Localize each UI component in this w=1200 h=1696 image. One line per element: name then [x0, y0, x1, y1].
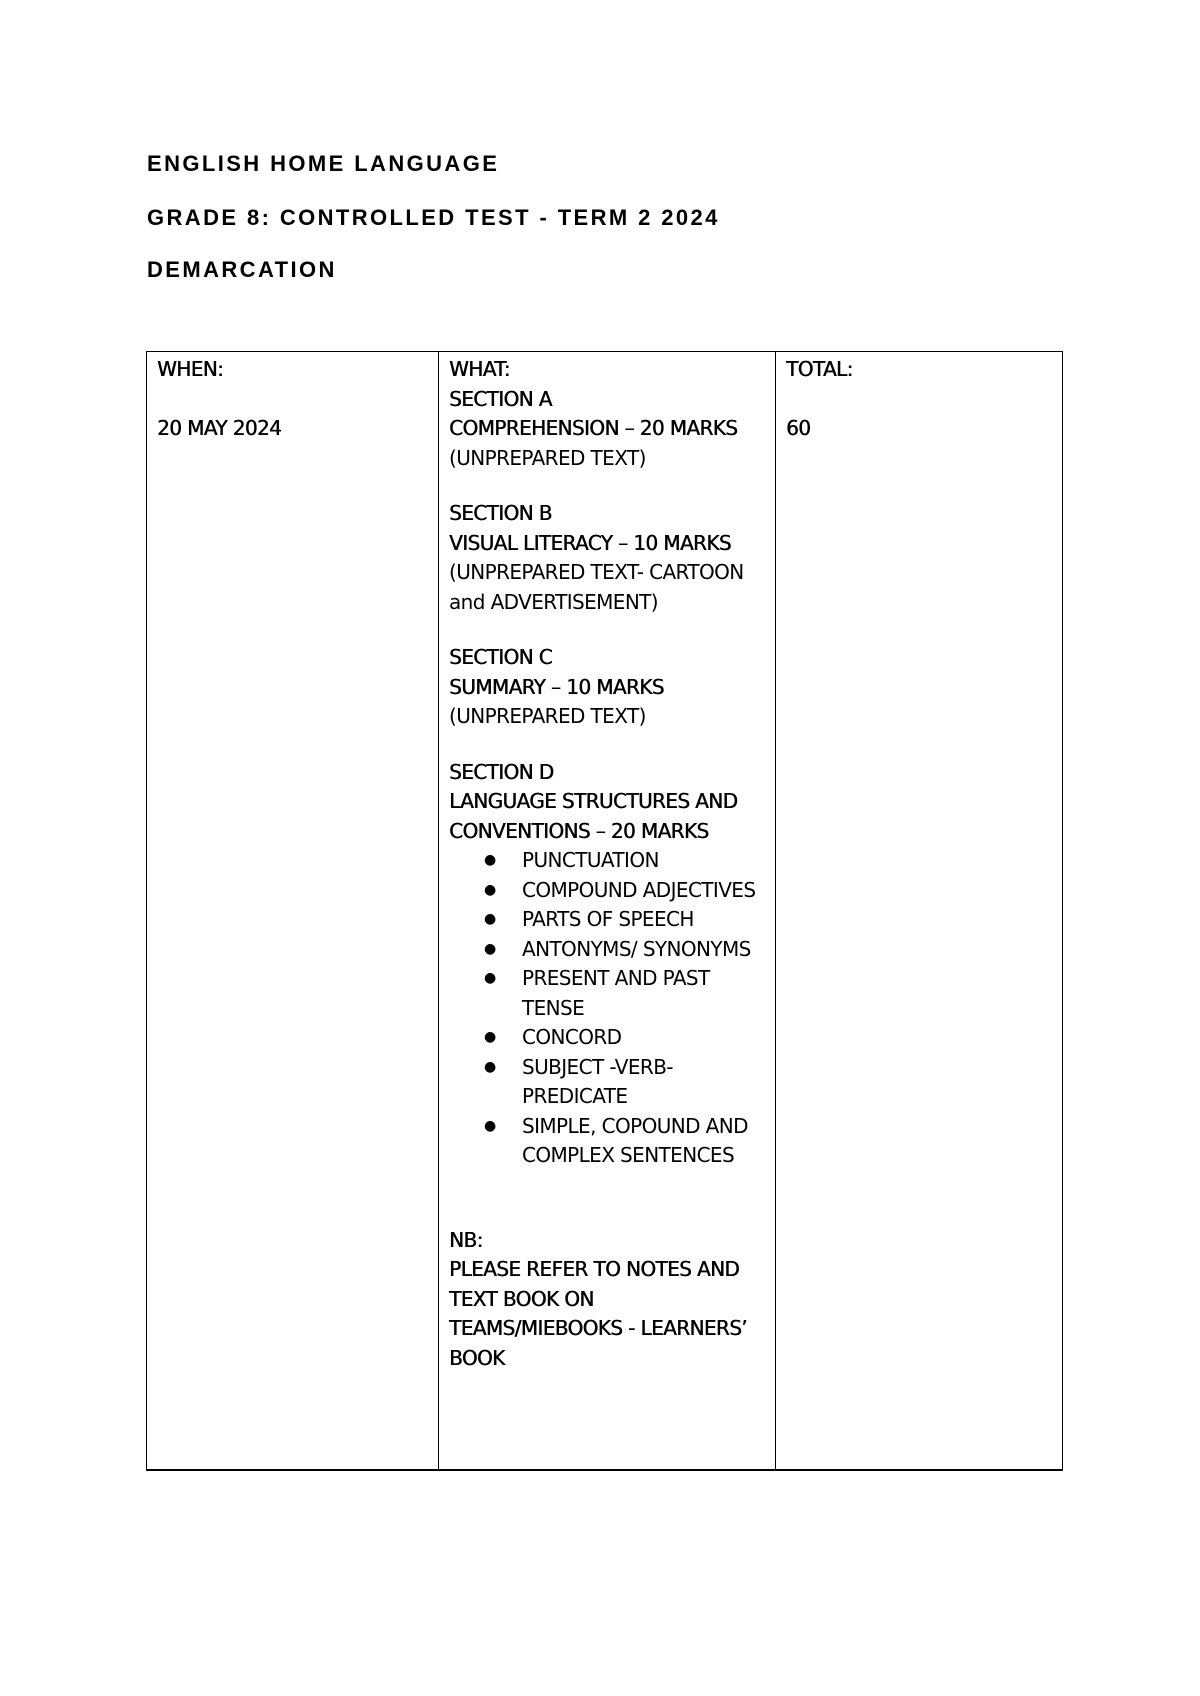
test-heading: GRADE 8: CONTROLLED TEST - TERM 2 2024	[147, 205, 720, 230]
nb-text: PLEASE REFER TO NOTES AND TEXT BOOK ON TEAMS/MIEBOOKS - LEARNERS’ BOOK	[449, 1257, 747, 1370]
list-item: ● PARTS OF SPEECH	[522, 905, 765, 935]
subject-heading: ENGLISH HOME LANGUAGE	[147, 151, 500, 176]
section-a	[449, 385, 765, 474]
section-d-title: SECTION D	[449, 759, 554, 784]
list-item: ● PUNCTUATION	[522, 846, 765, 876]
list-item: ● SUBJECT -VERB-PREDICATE	[522, 1053, 765, 1112]
list-item: ● ANTONYMS/ SYNONYMS	[522, 935, 765, 965]
section-d	[449, 758, 765, 1171]
section-b-note: (UNPREPARED TEXT- CARTOON and ADVERTISEMENT)	[449, 560, 744, 614]
section-a-name: COMPREHENSION – 20 MARKS	[449, 416, 738, 440]
section-b	[449, 499, 765, 617]
what-cell	[439, 352, 776, 1471]
section-c	[449, 643, 765, 732]
list-item: ● CONCORD	[522, 1023, 765, 1053]
list-item: ● PRESENT AND PAST TENSE	[522, 964, 765, 1023]
nb-note	[449, 1226, 765, 1374]
list-item: ● SIMPLE, COPOUND AND COMPLEX SENTENCES	[522, 1112, 765, 1171]
section-a-title: SECTION A	[449, 386, 552, 411]
demarcation-heading: DEMARCATION	[147, 257, 337, 282]
table-row	[147, 352, 1063, 1471]
list-item: ● COMPOUND ADJECTIVES	[522, 876, 765, 906]
total-cell	[776, 352, 1063, 1471]
total-marks: 60	[786, 415, 811, 440]
nb-label: NB:	[449, 1227, 483, 1252]
section-c-note: (UNPREPARED TEXT)	[449, 704, 646, 728]
section-c-title: SECTION C	[449, 645, 553, 669]
what-label: WHAT:	[449, 357, 510, 381]
section-d-name: LANGUAGE STRUCTURES AND CONVENTIONS – 20 MARKS	[449, 789, 738, 843]
section-b-title: SECTION B	[449, 501, 552, 525]
demarcation-table	[146, 351, 1063, 1471]
section-b-name: VISUAL LITERACY – 10 MARKS	[449, 530, 731, 555]
section-a-note: (UNPREPARED TEXT)	[449, 445, 646, 470]
section-d-topics	[449, 846, 765, 1171]
section-c-name: SUMMARY – 10 MARKS	[449, 674, 664, 699]
when-cell	[147, 352, 439, 1471]
total-label: TOTAL:	[786, 357, 853, 381]
test-date: 20 MAY 2024	[157, 415, 282, 440]
when-label: WHEN:	[157, 357, 224, 381]
